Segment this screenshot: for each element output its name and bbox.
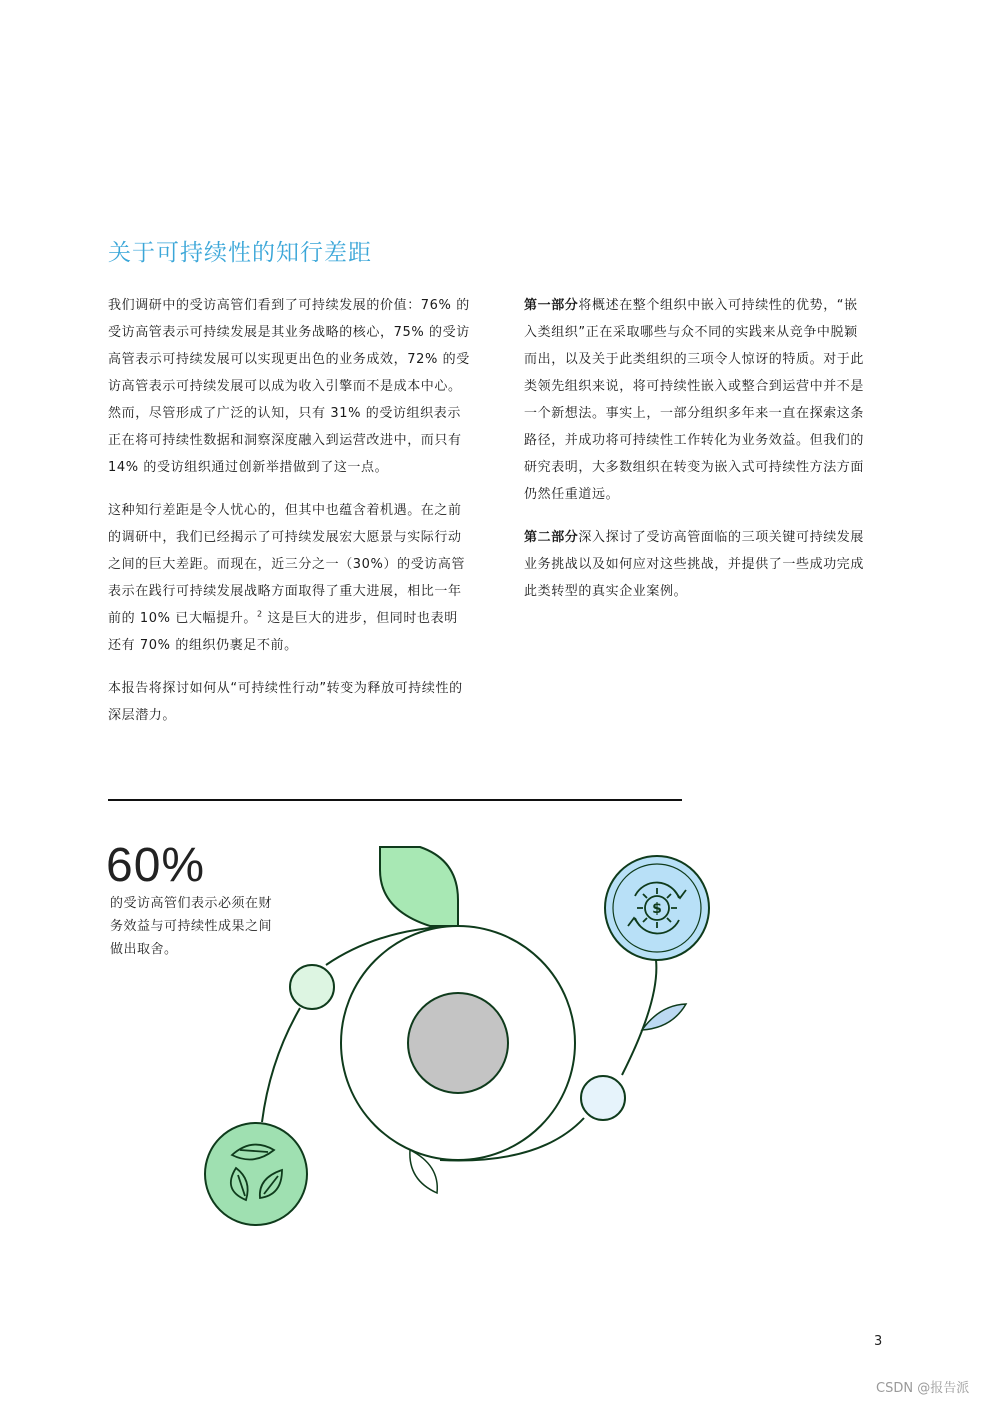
part-two-paragraph [524, 524, 869, 605]
page-number: 3 [874, 1334, 883, 1349]
part-one-label: 第一部分 [524, 298, 579, 313]
gap-paragraph-text: 这种知行差距是令人忧心的，但其中也蕴含着机遇。在之前的调研中，我们已经揭示了可持续发展宏大愿景与实际行动之间的巨大差距。而现在，近三分之一（30%）的受访高管表示在践行可持续发展战略方面取得了重大进展，相比一年前的 10% 已大幅提升。 [108, 503, 466, 626]
part-two-text: 深入探讨了受访高管面临的三项关键可持续发展业务挑战以及如何应对这些挑战，并提供了一些成功完成此类转型的真实企业案例。 [524, 530, 865, 599]
right-leaf [642, 1004, 686, 1030]
footnote-ref: 2 [256, 609, 263, 619]
orbit-arc-left [262, 1008, 300, 1122]
dollar-gear-cycle-icon [605, 856, 709, 960]
orbit-node-green [290, 965, 334, 1009]
recycle-leaves-icon [205, 1123, 307, 1225]
report-scope-paragraph: 本报告将探讨如何从“可持续性行动”转变为释放可持续性的深层潜力。 [108, 681, 463, 723]
part-one-text: 将概述在整个组织中嵌入可持续性的优势，“嵌入类组织”正在采取哪些与众不同的实践来从竞争中脱颖而出，以及关于此类组织的三项令人惊讶的特质。对于此类领先组织来说，将可持续性嵌入或整合到运营中并不是一个新想法。事实上，一部分组织多年来一直在探索这条路径，并成功将可持续性工作转化为业务效益。但我们的研究表明，大多数组织在转变为嵌入式可持续性方法方面仍然任重道远。 [524, 298, 865, 502]
intro-paragraph: 我们调研中的受访高管们看到了可持续发展的价值：76% 的受访高管表示可持续发展是其业务战略的核心，75% 的受访高管表示可持续发展可以实现更出色的业务成效，72% 的受访高管表示可持续发展可以成为收入引擎而不是成本中心。然而，尽管形成了广泛的认知，只有 31% 的受访组织表示正在将可持续性数据和洞察深度融入到运营改进中，而只有 14% 的受访组织通过创新举措做到了这一点。 [108, 298, 470, 475]
orbit-node-blue [581, 1076, 625, 1120]
part-one-paragraph [524, 292, 869, 508]
orbit-arc-right [622, 960, 656, 1075]
section-heading: 关于可持续性的知行差距 [108, 240, 372, 266]
svg-text:$: $ [652, 901, 662, 917]
top-leaf [380, 847, 458, 926]
section-divider [108, 799, 682, 801]
part-two-label: 第二部分 [524, 530, 579, 545]
right-column [524, 292, 869, 621]
sustainability-illustration [190, 830, 730, 1230]
stat-number: 60% [106, 839, 206, 892]
gap-paragraph [108, 497, 470, 659]
gap-paragraph-tail: 这是巨大的进步，但同时也表明还有 70% 的组织仍裹足不前。 [108, 611, 458, 653]
left-column [108, 292, 470, 745]
watermark: CSDN @报告派 [876, 1381, 970, 1396]
stat-caption: 的受访高管们表示必须在财务效益与可持续性成果之间做出取舍。 [110, 896, 273, 957]
center-disc [408, 993, 508, 1093]
